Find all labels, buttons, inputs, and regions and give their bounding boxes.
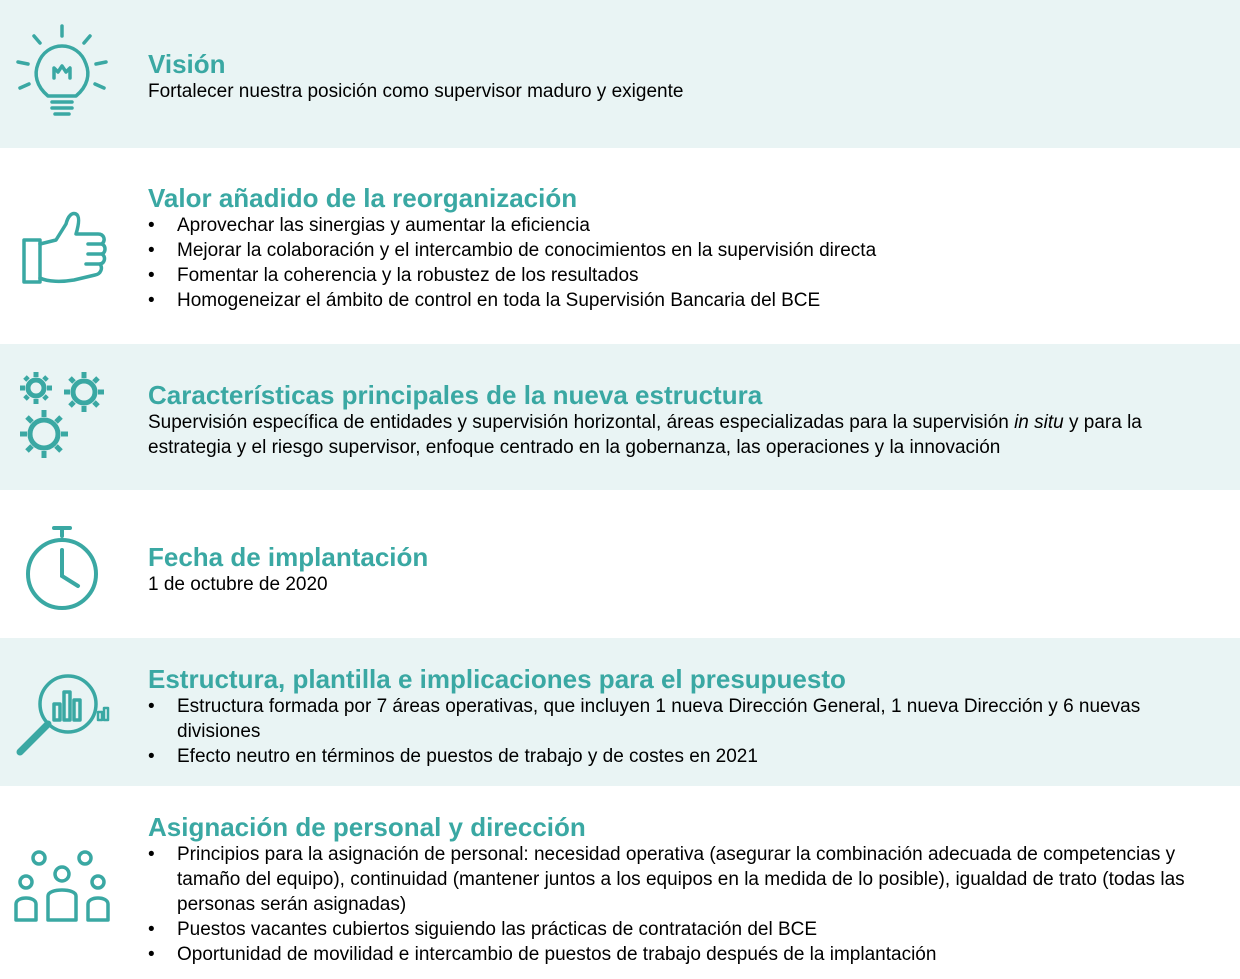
bullet-list — [148, 694, 1148, 769]
list-item: • Estructura formada por 7 áreas operativas, que incluyen 1 nueva Dirección General, 1 nueva Dirección y 6 nuevas divisiones — [148, 694, 1148, 744]
list-item: • Fomentar la coherencia y la robustez de los resultados — [148, 263, 1228, 288]
people-group-icon — [12, 844, 112, 944]
thumbs-up-icon — [12, 202, 112, 302]
lightbulb-icon — [12, 22, 112, 122]
text-part: Supervisión específica de entidades y supervisión horizontal, áreas especializadas para la supervisión — [148, 412, 1015, 433]
list-item: • Mejorar la colaboración y el intercambio de conocimientos en la supervisión directa — [148, 238, 1228, 263]
section-structure — [0, 638, 1240, 786]
section-date — [0, 490, 1240, 638]
text-part: y para la estrategia y el riesgo supervisor, enfoque centrado en la gobernanza, las operaciones y la innovación — [148, 412, 1142, 458]
section-text — [148, 410, 1228, 460]
section-text: 1 de octubre de 2020 — [148, 574, 328, 595]
section-title: Asignación de personal y dirección — [148, 812, 586, 842]
section-title: Estructura, plantilla e implicaciones para el presupuesto — [148, 664, 846, 694]
list-item: • Principios para la asignación de personal: necesidad operativa (asegurar la combinación adecuada de competencias y tamaño del equipo), continuidad (mantener juntos a los equipos en la medida de lo posible), igualdad de trato (todas las personas serán asignadas) — [148, 842, 1228, 917]
section-staffing — [0, 786, 1240, 979]
magnifier-chart-icon — [12, 664, 112, 764]
bullet-list — [148, 213, 1228, 313]
text-italic: in situ — [1014, 412, 1064, 433]
list-item: • Efecto neutro en términos de puestos de trabajo y de costes en 2021 — [148, 744, 1148, 769]
gears-icon — [12, 366, 112, 466]
list-item: • Oportunidad de movilidad e intercambio de puestos de trabajo después de la implantación — [148, 942, 1228, 967]
stopwatch-icon — [12, 520, 112, 620]
list-item: • Aprovechar las sinergias y aumentar la eficiencia — [148, 213, 1228, 238]
section-text: Fortalecer nuestra posición como supervisor maduro y exigente — [148, 81, 684, 102]
section-features — [0, 344, 1240, 490]
section-title: Visión — [148, 49, 226, 79]
list-item: • Puestos vacantes cubiertos siguiendo las prácticas de contratación del BCE — [148, 917, 1228, 942]
list-item: • Homogeneizar el ámbito de control en toda la Supervisión Bancaria del BCE — [148, 288, 1228, 313]
section-value — [0, 148, 1240, 344]
section-title: Valor añadido de la reorganización — [148, 183, 578, 213]
bullet-list — [148, 842, 1228, 967]
section-vision — [0, 0, 1240, 148]
section-title: Fecha de implantación — [148, 542, 429, 572]
section-title: Características principales de la nueva estructura — [148, 380, 763, 410]
